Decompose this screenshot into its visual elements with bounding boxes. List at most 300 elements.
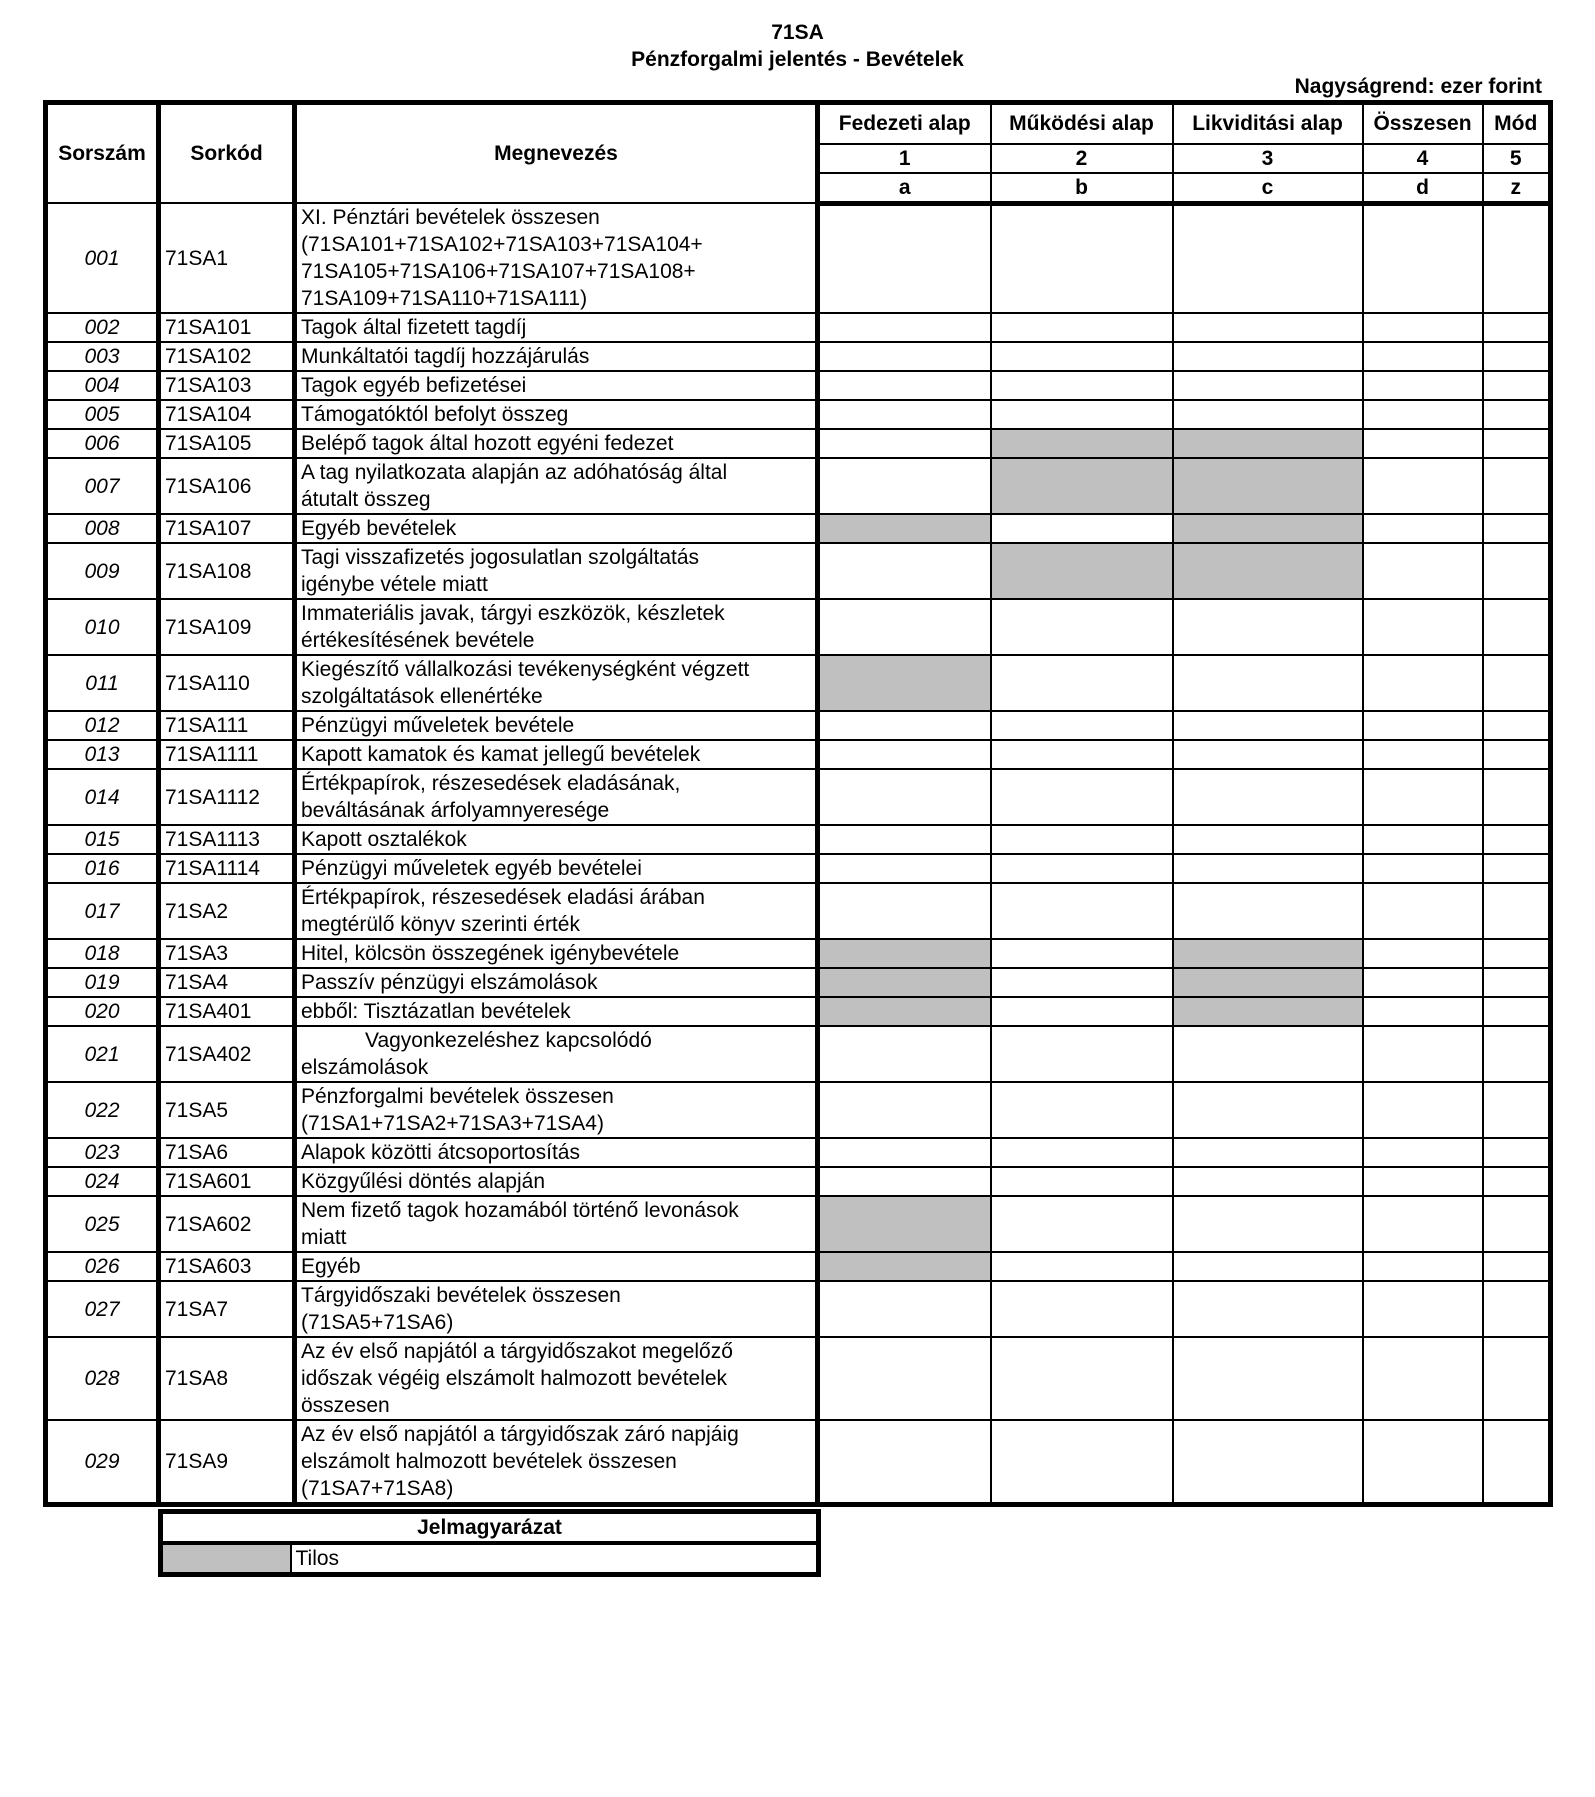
row-name-line: Munkáltatói tagdíj hozzájárulás [301,345,590,368]
value-cell[interactable] [991,400,1173,429]
header-mukodesi-alap: Működési alap [991,103,1173,144]
value-cell[interactable] [991,543,1173,599]
row-name-line: miatt [301,1226,347,1249]
row-name [295,203,818,313]
row-name-line: beváltásának árfolyamnyeresége [301,799,610,822]
value-cell[interactable] [818,883,991,939]
value-cell[interactable] [991,825,1173,854]
value-cell[interactable] [1173,655,1363,711]
row-code: 71SA1 [159,203,295,313]
table-row [46,429,1551,458]
value-cell[interactable] [818,458,991,514]
value-cell[interactable] [1483,458,1551,514]
row-number: 012 [46,711,159,740]
row-number: 020 [46,997,159,1026]
row-number: 008 [46,514,159,543]
row-name-line: Nem fizető tagok hozamából történő levonások [301,1199,739,1222]
value-cell[interactable] [1483,599,1551,655]
value-cell[interactable] [1483,825,1551,854]
value-cell[interactable] [991,1167,1173,1196]
row-number: 019 [46,968,159,997]
row-number: 026 [46,1252,159,1281]
value-cell[interactable] [1363,1420,1483,1505]
table-row [46,313,1551,342]
row-code: 71SA101 [159,313,295,342]
table-row [46,400,1551,429]
value-cell[interactable] [818,968,991,997]
table-row [46,1167,1551,1196]
row-name-line: Alapok közötti átcsoportosítás [301,1141,580,1164]
header-sorszam: Sorszám [46,103,159,204]
row-name-line: ebből: Tisztázatlan bevételek [301,1000,571,1023]
value-cell[interactable] [1363,458,1483,514]
row-code: 71SA1111 [159,740,295,769]
value-cell[interactable] [1173,543,1363,599]
row-number: 006 [46,429,159,458]
value-cell[interactable] [1173,1196,1363,1252]
row-code: 71SA1112 [159,769,295,825]
row-name-line: Pénzforgalmi bevételek összesen [301,1085,614,1108]
value-cell[interactable] [991,711,1173,740]
value-cell[interactable] [1173,1281,1363,1337]
value-cell[interactable] [1363,543,1483,599]
row-name-line: A tag nyilatkozata alapján az adóhatóság által [301,461,728,484]
legend [158,1509,821,1577]
value-cell[interactable] [1483,711,1551,740]
value-cell[interactable] [818,1138,991,1167]
row-number: 024 [46,1167,159,1196]
value-cell[interactable] [1173,1167,1363,1196]
value-cell[interactable] [1363,599,1483,655]
header-letter-z: z [1483,173,1551,204]
row-name-line: Pénzügyi műveletek bevétele [301,714,575,737]
value-cell[interactable] [1173,711,1363,740]
value-cell[interactable] [991,429,1173,458]
value-cell[interactable] [1483,939,1551,968]
value-cell[interactable] [818,313,991,342]
value-cell[interactable] [818,711,991,740]
value-cell[interactable] [1173,514,1363,543]
row-name-line: Az év első napjától a tárgyidőszak záró napjáig [301,1423,739,1446]
row-number: 022 [46,1082,159,1138]
row-code: 71SA109 [159,599,295,655]
row-code: 71SA402 [159,1026,295,1082]
row-name [295,740,818,769]
table-row [46,203,1551,313]
row-number: 017 [46,883,159,939]
row-name-line: 71SA109+71SA110+71SA111) [301,287,588,310]
value-cell[interactable] [1363,313,1483,342]
table-row [46,458,1551,514]
value-cell[interactable] [818,1167,991,1196]
row-name-line: Hitel, kölcsön összegének igénybevétele [301,942,680,965]
row-code: 71SA105 [159,429,295,458]
row-name [295,543,818,599]
row-name-line: igénybe vétele miatt [301,573,488,596]
value-cell[interactable] [1363,997,1483,1026]
row-name [295,342,818,371]
row-name-line: Egyéb bevételek [301,517,457,540]
value-cell[interactable] [1173,1420,1363,1505]
value-cell[interactable] [1173,371,1363,400]
value-cell[interactable] [818,429,991,458]
row-name [295,1252,818,1281]
header-osszesen: Összesen [1363,103,1483,144]
value-cell[interactable] [818,342,991,371]
row-name-line: Tagok által fizetett tagdíj [301,316,527,339]
table-row [46,599,1551,655]
row-name-line: Az év első napjától a tárgyidőszakot megelőző [301,1340,733,1363]
value-cell[interactable] [818,939,991,968]
value-cell[interactable] [1363,400,1483,429]
value-cell[interactable] [991,514,1173,543]
row-name [295,371,818,400]
revenue-table [43,100,1553,1507]
table-row [46,1082,1551,1138]
row-number: 005 [46,400,159,429]
row-name-line: (71SA7+71SA8) [301,1477,454,1500]
value-cell[interactable] [1363,711,1483,740]
row-code: 71SA601 [159,1167,295,1196]
legend-title: Jelmagyarázat [161,1512,819,1544]
value-cell[interactable] [818,543,991,599]
header-megnevezes: Megnevezés [295,103,818,204]
value-cell[interactable] [1483,203,1551,313]
value-cell[interactable] [991,1196,1173,1252]
value-cell[interactable] [818,1196,991,1252]
row-code: 71SA6 [159,1138,295,1167]
value-cell[interactable] [991,854,1173,883]
row-number: 002 [46,313,159,342]
value-cell[interactable] [818,1337,991,1420]
value-cell[interactable] [1173,599,1363,655]
row-name-line: Pénzügyi műveletek egyéb bevételei [301,857,642,880]
header-num-5: 5 [1483,144,1551,173]
value-cell[interactable] [1363,1082,1483,1138]
row-code: 71SA104 [159,400,295,429]
value-cell[interactable] [1483,1026,1551,1082]
value-cell[interactable] [1483,514,1551,543]
value-cell[interactable] [818,371,991,400]
row-name-line: Belépő tagok által hozott egyéni fedezet [301,432,674,455]
row-number: 021 [46,1026,159,1082]
table-row [46,514,1551,543]
value-cell[interactable] [991,1281,1173,1337]
row-code: 71SA1113 [159,825,295,854]
header-num-3: 3 [1173,144,1363,173]
value-cell[interactable] [818,1082,991,1138]
value-cell[interactable] [1173,1082,1363,1138]
row-name [295,1082,818,1138]
value-cell[interactable] [1173,854,1363,883]
value-cell[interactable] [1173,1026,1363,1082]
value-cell[interactable] [1173,939,1363,968]
value-cell[interactable] [1363,1337,1483,1420]
legend-label: Tilos [291,1543,818,1575]
value-cell[interactable] [1363,883,1483,939]
table-row [46,997,1551,1026]
value-cell[interactable] [1363,1138,1483,1167]
row-number: 003 [46,342,159,371]
value-cell[interactable] [1483,1167,1551,1196]
value-cell[interactable] [991,1138,1173,1167]
value-cell[interactable] [818,599,991,655]
row-code: 71SA3 [159,939,295,968]
value-cell[interactable] [1483,313,1551,342]
table-row [46,1138,1551,1167]
row-name [295,711,818,740]
header-likviditasi-alap: Likviditási alap [1173,103,1363,144]
value-cell[interactable] [1173,1252,1363,1281]
row-name-line: Kapott osztalékok [301,828,467,851]
row-name [295,854,818,883]
row-name-line: Közgyűlési döntés alapján [301,1170,546,1193]
row-number: 011 [46,655,159,711]
row-number: 014 [46,769,159,825]
row-name-line: szolgáltatások ellenértéke [301,685,543,708]
row-name [295,939,818,968]
value-cell[interactable] [1173,313,1363,342]
table-row [46,1420,1551,1505]
table-row [46,769,1551,825]
row-name [295,1167,818,1196]
value-cell[interactable] [1483,655,1551,711]
row-name-line: Vagyonkezeléshez kapcsolódó [365,1029,652,1052]
value-cell[interactable] [1173,1138,1363,1167]
row-name [295,968,818,997]
value-cell[interactable] [991,371,1173,400]
row-name [295,514,818,543]
value-cell[interactable] [1483,740,1551,769]
value-cell[interactable] [1173,740,1363,769]
row-number: 010 [46,599,159,655]
header-fedezeti-alap: Fedezeti alap [818,103,991,144]
value-cell[interactable] [1173,968,1363,997]
row-name-line: Tagok egyéb befizetései [301,374,527,397]
table-row [46,1281,1551,1337]
value-cell[interactable] [818,203,991,313]
value-cell[interactable] [1173,883,1363,939]
value-cell[interactable] [1483,997,1551,1026]
value-cell[interactable] [991,1026,1173,1082]
value-cell[interactable] [1363,1252,1483,1281]
row-number: 028 [46,1337,159,1420]
value-cell[interactable] [991,458,1173,514]
value-cell[interactable] [1483,1420,1551,1505]
value-cell[interactable] [1363,939,1483,968]
value-cell[interactable] [991,939,1173,968]
row-name [295,1420,818,1505]
value-cell[interactable] [1173,342,1363,371]
row-name-line: értékesítésének bevétele [301,629,535,652]
value-cell[interactable] [1173,400,1363,429]
row-code: 71SA108 [159,543,295,599]
row-code: 71SA7 [159,1281,295,1337]
value-cell[interactable] [1363,342,1483,371]
row-name-line: 71SA105+71SA106+71SA107+71SA108+ [301,260,696,283]
value-cell[interactable] [818,997,991,1026]
value-cell[interactable] [991,655,1173,711]
row-name [295,825,818,854]
value-cell[interactable] [1363,1281,1483,1337]
row-name-line: Értékpapírok, részesedések eladási árában [301,886,705,909]
row-number: 027 [46,1281,159,1337]
value-cell[interactable] [1483,1196,1551,1252]
value-cell[interactable] [818,769,991,825]
row-name-line: elszámolt halmozott bevételek összesen [301,1450,677,1473]
row-number: 016 [46,854,159,883]
value-cell[interactable] [991,968,1173,997]
value-cell[interactable] [1363,1196,1483,1252]
table-row [46,1252,1551,1281]
value-cell[interactable] [1173,429,1363,458]
row-name-line: összesen [301,1394,390,1417]
value-cell[interactable] [1173,769,1363,825]
header-letter-a: a [818,173,991,204]
row-name-line: Értékpapírok, részesedések eladásának, [301,772,681,795]
row-name-line: Kapott kamatok és kamat jellegű bevételek [301,743,701,766]
value-cell[interactable] [991,997,1173,1026]
row-name [295,997,818,1026]
header-num-4: 4 [1363,144,1483,173]
row-name-line: (71SA101+71SA102+71SA103+71SA104+ [301,233,703,256]
value-cell[interactable] [991,740,1173,769]
value-cell[interactable] [1483,543,1551,599]
value-cell[interactable] [1173,825,1363,854]
value-cell[interactable] [818,1281,991,1337]
row-code: 71SA103 [159,371,295,400]
value-cell[interactable] [1483,1337,1551,1420]
header-sorkod: Sorkód [159,103,295,204]
value-cell[interactable] [1363,1026,1483,1082]
table-row [46,740,1551,769]
value-cell[interactable] [1483,400,1551,429]
value-cell[interactable] [991,342,1173,371]
value-cell[interactable] [991,883,1173,939]
row-number: 018 [46,939,159,968]
value-cell[interactable] [818,825,991,854]
row-name-line: Tagi visszafizetés jogosulatlan szolgáltatás [301,546,700,569]
value-cell[interactable] [1483,769,1551,825]
value-cell[interactable] [1363,740,1483,769]
table-row [46,371,1551,400]
table-row [46,968,1551,997]
value-cell[interactable] [991,1337,1173,1420]
value-cell[interactable] [1173,997,1363,1026]
value-cell[interactable] [818,400,991,429]
value-cell[interactable] [1483,371,1551,400]
row-name [295,400,818,429]
value-cell[interactable] [818,1026,991,1082]
value-cell[interactable] [1483,342,1551,371]
value-cell[interactable] [991,1252,1173,1281]
value-cell[interactable] [1363,655,1483,711]
value-cell[interactable] [1173,203,1363,313]
row-code: 71SA2 [159,883,295,939]
table-row [46,342,1551,371]
row-name-line: Egyéb [301,1255,361,1278]
value-cell[interactable] [1363,429,1483,458]
row-number: 007 [46,458,159,514]
table-row [46,883,1551,939]
header-mod: Mód [1483,103,1551,144]
row-name [295,769,818,825]
row-code: 71SA9 [159,1420,295,1505]
value-cell[interactable] [1363,854,1483,883]
row-name [295,1196,818,1252]
value-cell[interactable] [818,514,991,543]
value-cell[interactable] [1363,1167,1483,1196]
row-name [295,1337,818,1420]
row-name [295,883,818,939]
value-cell[interactable] [818,1420,991,1505]
value-cell[interactable] [991,1082,1173,1138]
header-num-1: 1 [818,144,991,173]
header-letter-c: c [1173,173,1363,204]
table-row [46,655,1551,711]
value-cell[interactable] [991,203,1173,313]
value-cell[interactable] [1483,854,1551,883]
row-name-line: Immateriális javak, tárgyi eszközök, készletek [301,602,725,625]
value-cell[interactable] [1363,514,1483,543]
value-cell[interactable] [991,599,1173,655]
row-name-line: átutalt összeg [301,488,431,511]
value-cell[interactable] [818,854,991,883]
row-number: 023 [46,1138,159,1167]
value-cell[interactable] [991,1420,1173,1505]
row-number: 025 [46,1196,159,1252]
value-cell[interactable] [1363,769,1483,825]
row-code: 71SA8 [159,1337,295,1420]
value-cell[interactable] [1483,1281,1551,1337]
value-cell[interactable] [1483,1252,1551,1281]
value-cell[interactable] [818,1252,991,1281]
value-cell[interactable] [1483,1138,1551,1167]
row-code: 71SA111 [159,711,295,740]
value-cell[interactable] [1173,1337,1363,1420]
value-cell[interactable] [1483,1082,1551,1138]
table-row [46,1026,1551,1082]
value-cell[interactable] [1483,968,1551,997]
row-name [295,1138,818,1167]
value-cell[interactable] [1173,458,1363,514]
value-cell[interactable] [818,740,991,769]
row-number: 013 [46,740,159,769]
value-cell[interactable] [1363,371,1483,400]
value-cell[interactable] [1363,968,1483,997]
row-code: 71SA1114 [159,854,295,883]
value-cell[interactable] [1483,883,1551,939]
row-code: 71SA603 [159,1252,295,1281]
row-number: 004 [46,371,159,400]
row-name-line: megtérülő könyv szerinti érték [301,913,580,936]
row-name [295,1281,818,1337]
row-name-line: XI. Pénztári bevételek összesen [301,206,600,229]
value-cell[interactable] [991,313,1173,342]
value-cell[interactable] [1363,825,1483,854]
row-name-line: (71SA5+71SA6) [301,1311,454,1334]
row-number: 009 [46,543,159,599]
value-cell[interactable] [818,655,991,711]
table-row [46,543,1551,599]
report-title: Pénzforgalmi jelentés - Bevételek [631,48,964,71]
value-cell[interactable] [991,769,1173,825]
value-cell[interactable] [1363,203,1483,313]
row-name [295,313,818,342]
header-letter-b: b [991,173,1173,204]
value-cell[interactable] [1483,429,1551,458]
row-name-line: Kiegészítő vállalkozási tevékenységként végzett [301,658,750,681]
